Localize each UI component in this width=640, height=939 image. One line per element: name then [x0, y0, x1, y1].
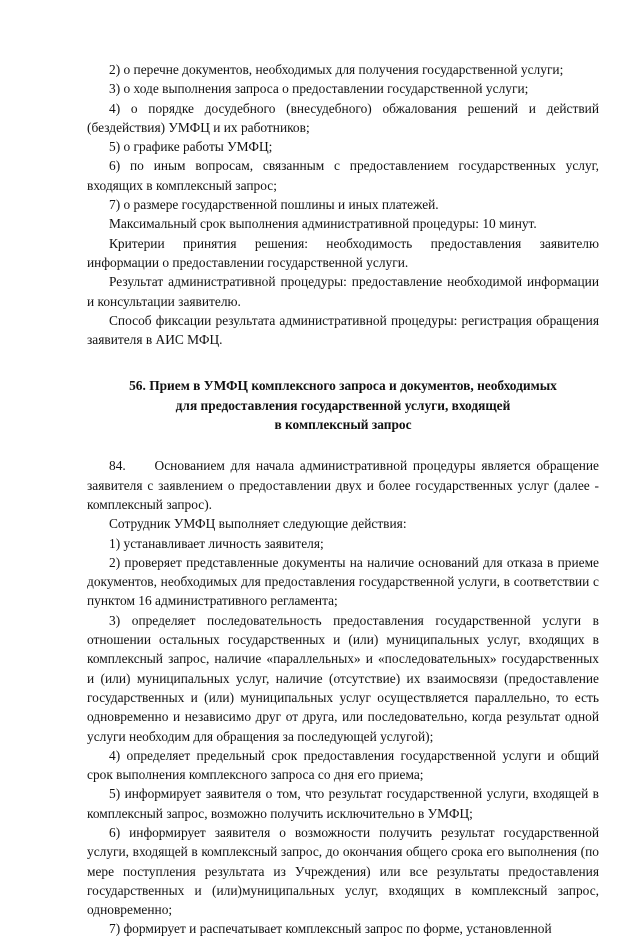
list-item: 2) проверяет представленные документы на наличие оснований для отказа в приеме документов, необходимых для предоставления государственной услуги, в соответствии с пунктом 16 административного регламента;: [87, 554, 599, 609]
list-item: 3) определяет последовательность предоставления государственной услуги в отношении остальных государственных и (или) муниципальных услуг, входящих в комплексный запрос, наличие «параллельных» и «последовательных» государственных и (или) муниципальных услуг, наличие (отсутствие) их взаимосвязи (предоставление государственных и (или) муниципальных услуг осуществляется параллельно, то есть одновременно и независимо друг от друга, или последовательно, когда результат одной услуги необходим для обращения за последующей услугой);: [87, 612, 599, 744]
list-item: 2) о перечне документов, необходимых для получения государственной услуги;: [109, 62, 564, 77]
paragraph-84: 84. Основанием для начала административной процедуры является обращение заявителя с заявлением о предоставлении двух и более государственных услуг (далее - комплексный запрос).: [87, 458, 603, 512]
list-item: 5) о графике работы УМФЦ;: [109, 139, 273, 155]
result-paragraph: Результат административной процедуры: предоставление необходимой информации и консультации заявителю.: [87, 274, 599, 309]
list-item: 7) формирует и распечатывает комплексный запрос по форме, установленной: [109, 921, 552, 937]
max-term-paragraph: Максимальный срок выполнения административной процедуры: 10 минут.: [109, 216, 537, 232]
list-item: 4) о порядке досудебного (внесудебного) обжалования решений и действий (бездействия) УМФЦ и их работников;: [87, 100, 599, 135]
heading-line: для предоставления государственной услуги, входящей: [175, 397, 511, 413]
section-heading: [87, 376, 599, 434]
employee-intro: Сотрудник УМФЦ выполняет следующие действия:: [109, 516, 407, 532]
text-column: [87, 60, 603, 939]
list-item: 1) устанавливает личность заявителя;: [109, 535, 324, 551]
list-item: 5) информирует заявителя о том, что результат государственной услуги, входящей в комплексный запрос, возможно получить исключительно в УМФЦ;: [87, 786, 599, 821]
list-item: 6) по иным вопросам, связанным с предоставлением государственных услуг, входящих в комплексный запрос;: [87, 158, 599, 193]
heading-line: в комплексный запрос: [274, 417, 412, 433]
list-item: 3) о ходе выполнения запроса о предоставлении государственной услуги;: [109, 81, 529, 97]
list-item: 4) определяет предельный срок предоставления государственной услуги и общий срок выполнения комплексного запроса со дня его приема;: [87, 747, 599, 783]
list-item: 7) о размере государственной пошлины и иных платежей.: [109, 197, 439, 213]
decision-criteria-paragraph: Критерии принятия решения: необходимость предоставления заявителю информации о предоставлении государственной услуги.: [87, 235, 599, 270]
fixation-paragraph: Способ фиксации результата административной процедуры: регистрация обращения заявителя в АИС МФЦ.: [87, 312, 599, 348]
heading-line: 56. Прием в УМФЦ комплексного запроса и документов, необходимых: [129, 378, 557, 394]
list-item: 6) информирует заявителя о возможности получить результат государственной услуги, входящей в комплексный запрос, до окончания общего срока его выполнения (по мере поступления результата из Учреждения) или все результаты предоставления государственных и (или)муниципальных услуг, входящих в комплексный запрос, одновременно;: [87, 824, 599, 918]
